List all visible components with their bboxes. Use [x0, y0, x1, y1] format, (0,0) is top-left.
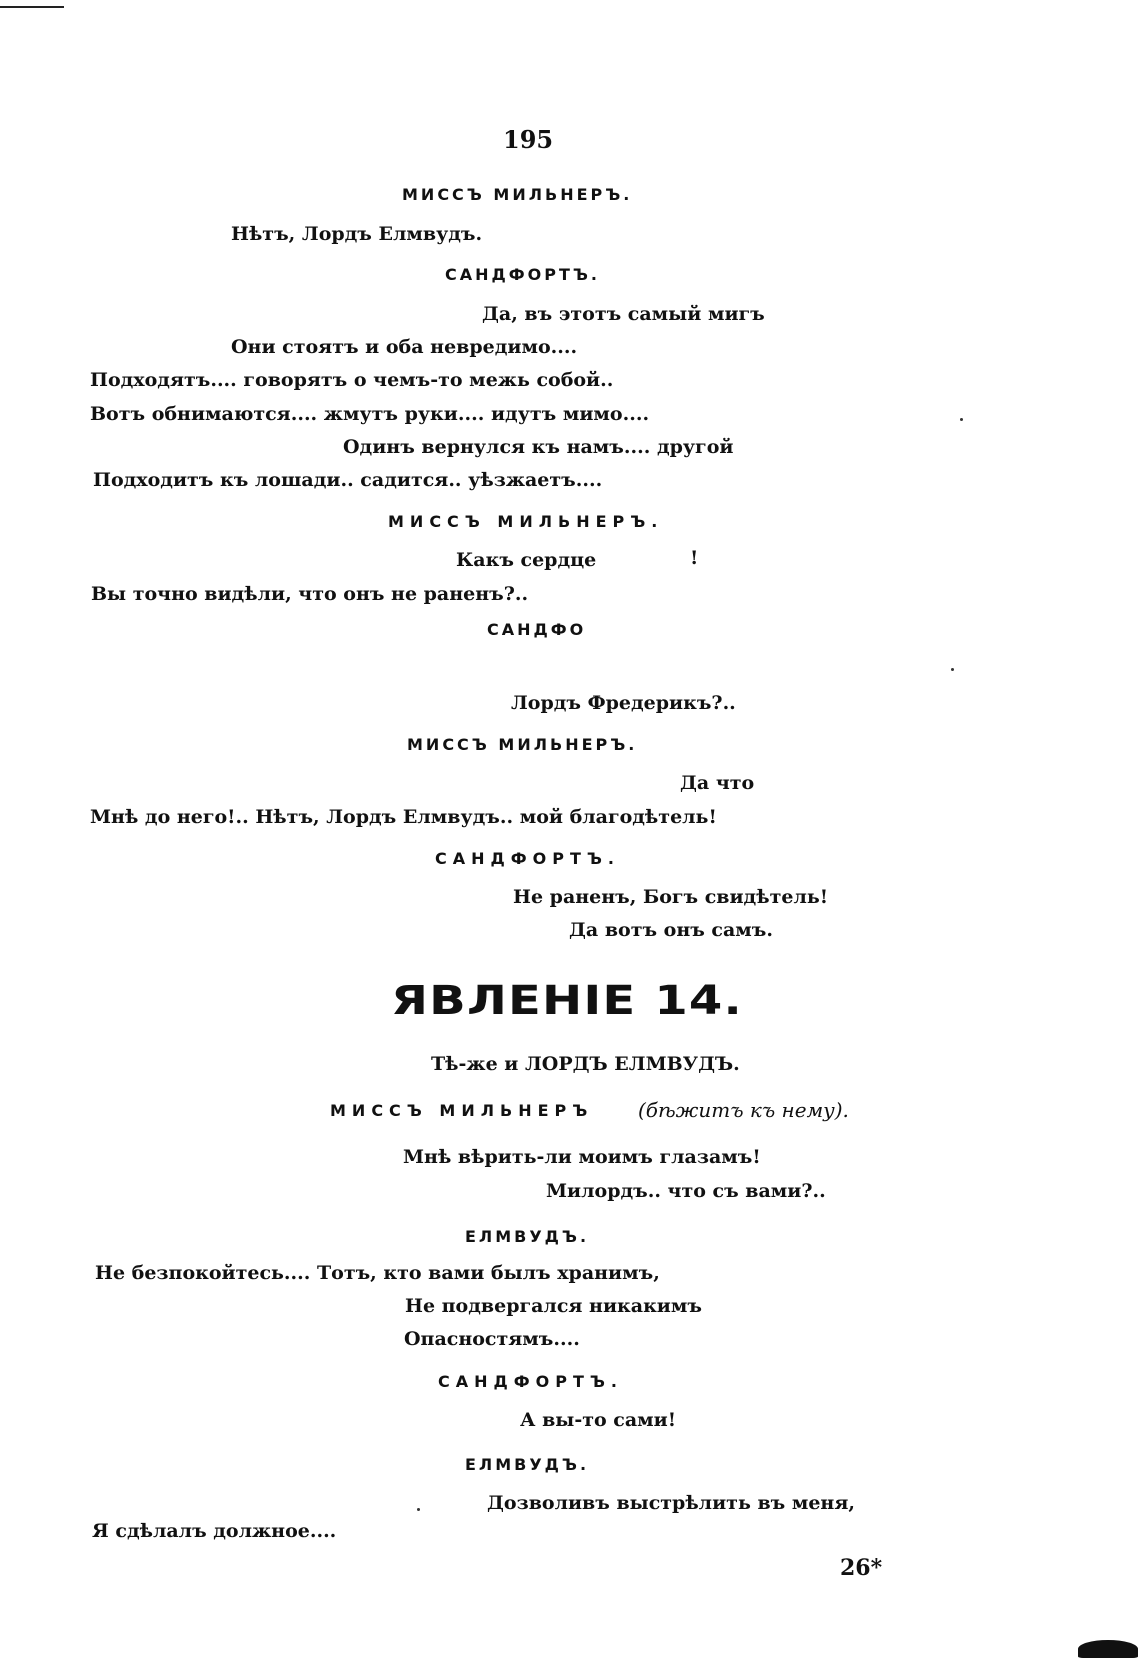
verse-line: Милордъ.. что съ вами?..: [546, 1180, 826, 1202]
scene-heading: ЯВЛЕНІЕ 14.: [391, 978, 743, 1024]
verse-line: Опасностямъ....: [404, 1328, 580, 1350]
stage-direction: (бѣжитъ къ нему).: [638, 1098, 849, 1122]
speaker-miss-milner: МИССЪ МИЛЬНЕРЪ: [330, 1101, 594, 1120]
verse-line: Лордъ Фредерикъ?..: [511, 692, 736, 714]
verse-line: Я сдѣлалъ должное....: [92, 1520, 337, 1542]
verse-line: Они стоятъ и оба невредимо....: [231, 336, 578, 358]
verse-line: Вотъ обнимаются.... жмутъ руки.... идутъ мимо....: [90, 403, 650, 425]
verse-line: А вы-то сами!: [520, 1409, 677, 1431]
speaker-elmwood: ЕЛМВУДЪ.: [465, 1227, 590, 1246]
verse-line: Нѣтъ, Лордъ Елмвудъ.: [231, 223, 483, 245]
verse-line: Да что: [680, 772, 755, 794]
speaker-sandfort: САНДФОРТЪ.: [438, 1372, 623, 1391]
verse-line: Мнѣ до него!.. Нѣтъ, Лордъ Елмвудъ.. мой благодѣтель!: [90, 806, 717, 828]
verse-line: Подходятъ.... говорятъ о чемъ-то межь собой..: [90, 369, 614, 391]
page-number: 195: [503, 125, 554, 154]
verse-line: Одинъ вернулся къ намъ.... другой: [343, 436, 734, 458]
verse-line: Не раненъ, Богъ свидѣтель!: [513, 886, 829, 908]
speaker-sandfort: САНДФОРТЪ.: [445, 265, 600, 284]
verse-line: Да вотъ онъ самъ.: [569, 919, 773, 941]
speaker-miss-milner: МИССЪ МИЛЬНЕРЪ.: [407, 735, 638, 754]
speaker-sandfort: САНДФОРТЪ.: [435, 849, 620, 868]
print-speck: [417, 1508, 420, 1511]
speaker-miss-milner: МИССЪ МИЛЬНЕРЪ.: [402, 185, 633, 204]
verse-line: Мнѣ вѣрить-ли моимъ глазамъ!: [403, 1146, 761, 1168]
verse-line: Подходитъ къ лошади.. садится.. уѣзжаетъ....: [93, 469, 603, 491]
stage-note: Тѣ-же и ЛОРДЪ ЕЛМВУДЪ.: [431, 1053, 740, 1075]
corner-ornament: [1078, 1640, 1138, 1658]
verse-line: Вы точно видѣли, что онъ не раненъ?..: [91, 583, 529, 605]
verse-line: Дозволивъ выстрѣлить въ меня,: [487, 1492, 855, 1514]
speaker-sandfort: САНДФО: [487, 620, 587, 639]
speaker-elmwood: ЕЛМВУДЪ.: [465, 1455, 590, 1474]
verse-line: !: [690, 547, 699, 569]
verse-line: Не безпокойтесь.... Тотъ, кто вами былъ хранимъ,: [95, 1262, 660, 1284]
verse-line: Не подвергался никакимъ: [405, 1295, 702, 1317]
verse-line: Да, въ этотъ самый мигъ: [482, 303, 765, 325]
verse-line: Какъ сердце: [456, 549, 597, 571]
print-speck: [960, 418, 963, 421]
top-rule: [0, 6, 64, 8]
print-speck: [951, 668, 954, 671]
speaker-miss-milner: МИССЪ МИЛЬНЕРЪ.: [388, 512, 664, 531]
signature-mark: 26*: [840, 1555, 883, 1581]
